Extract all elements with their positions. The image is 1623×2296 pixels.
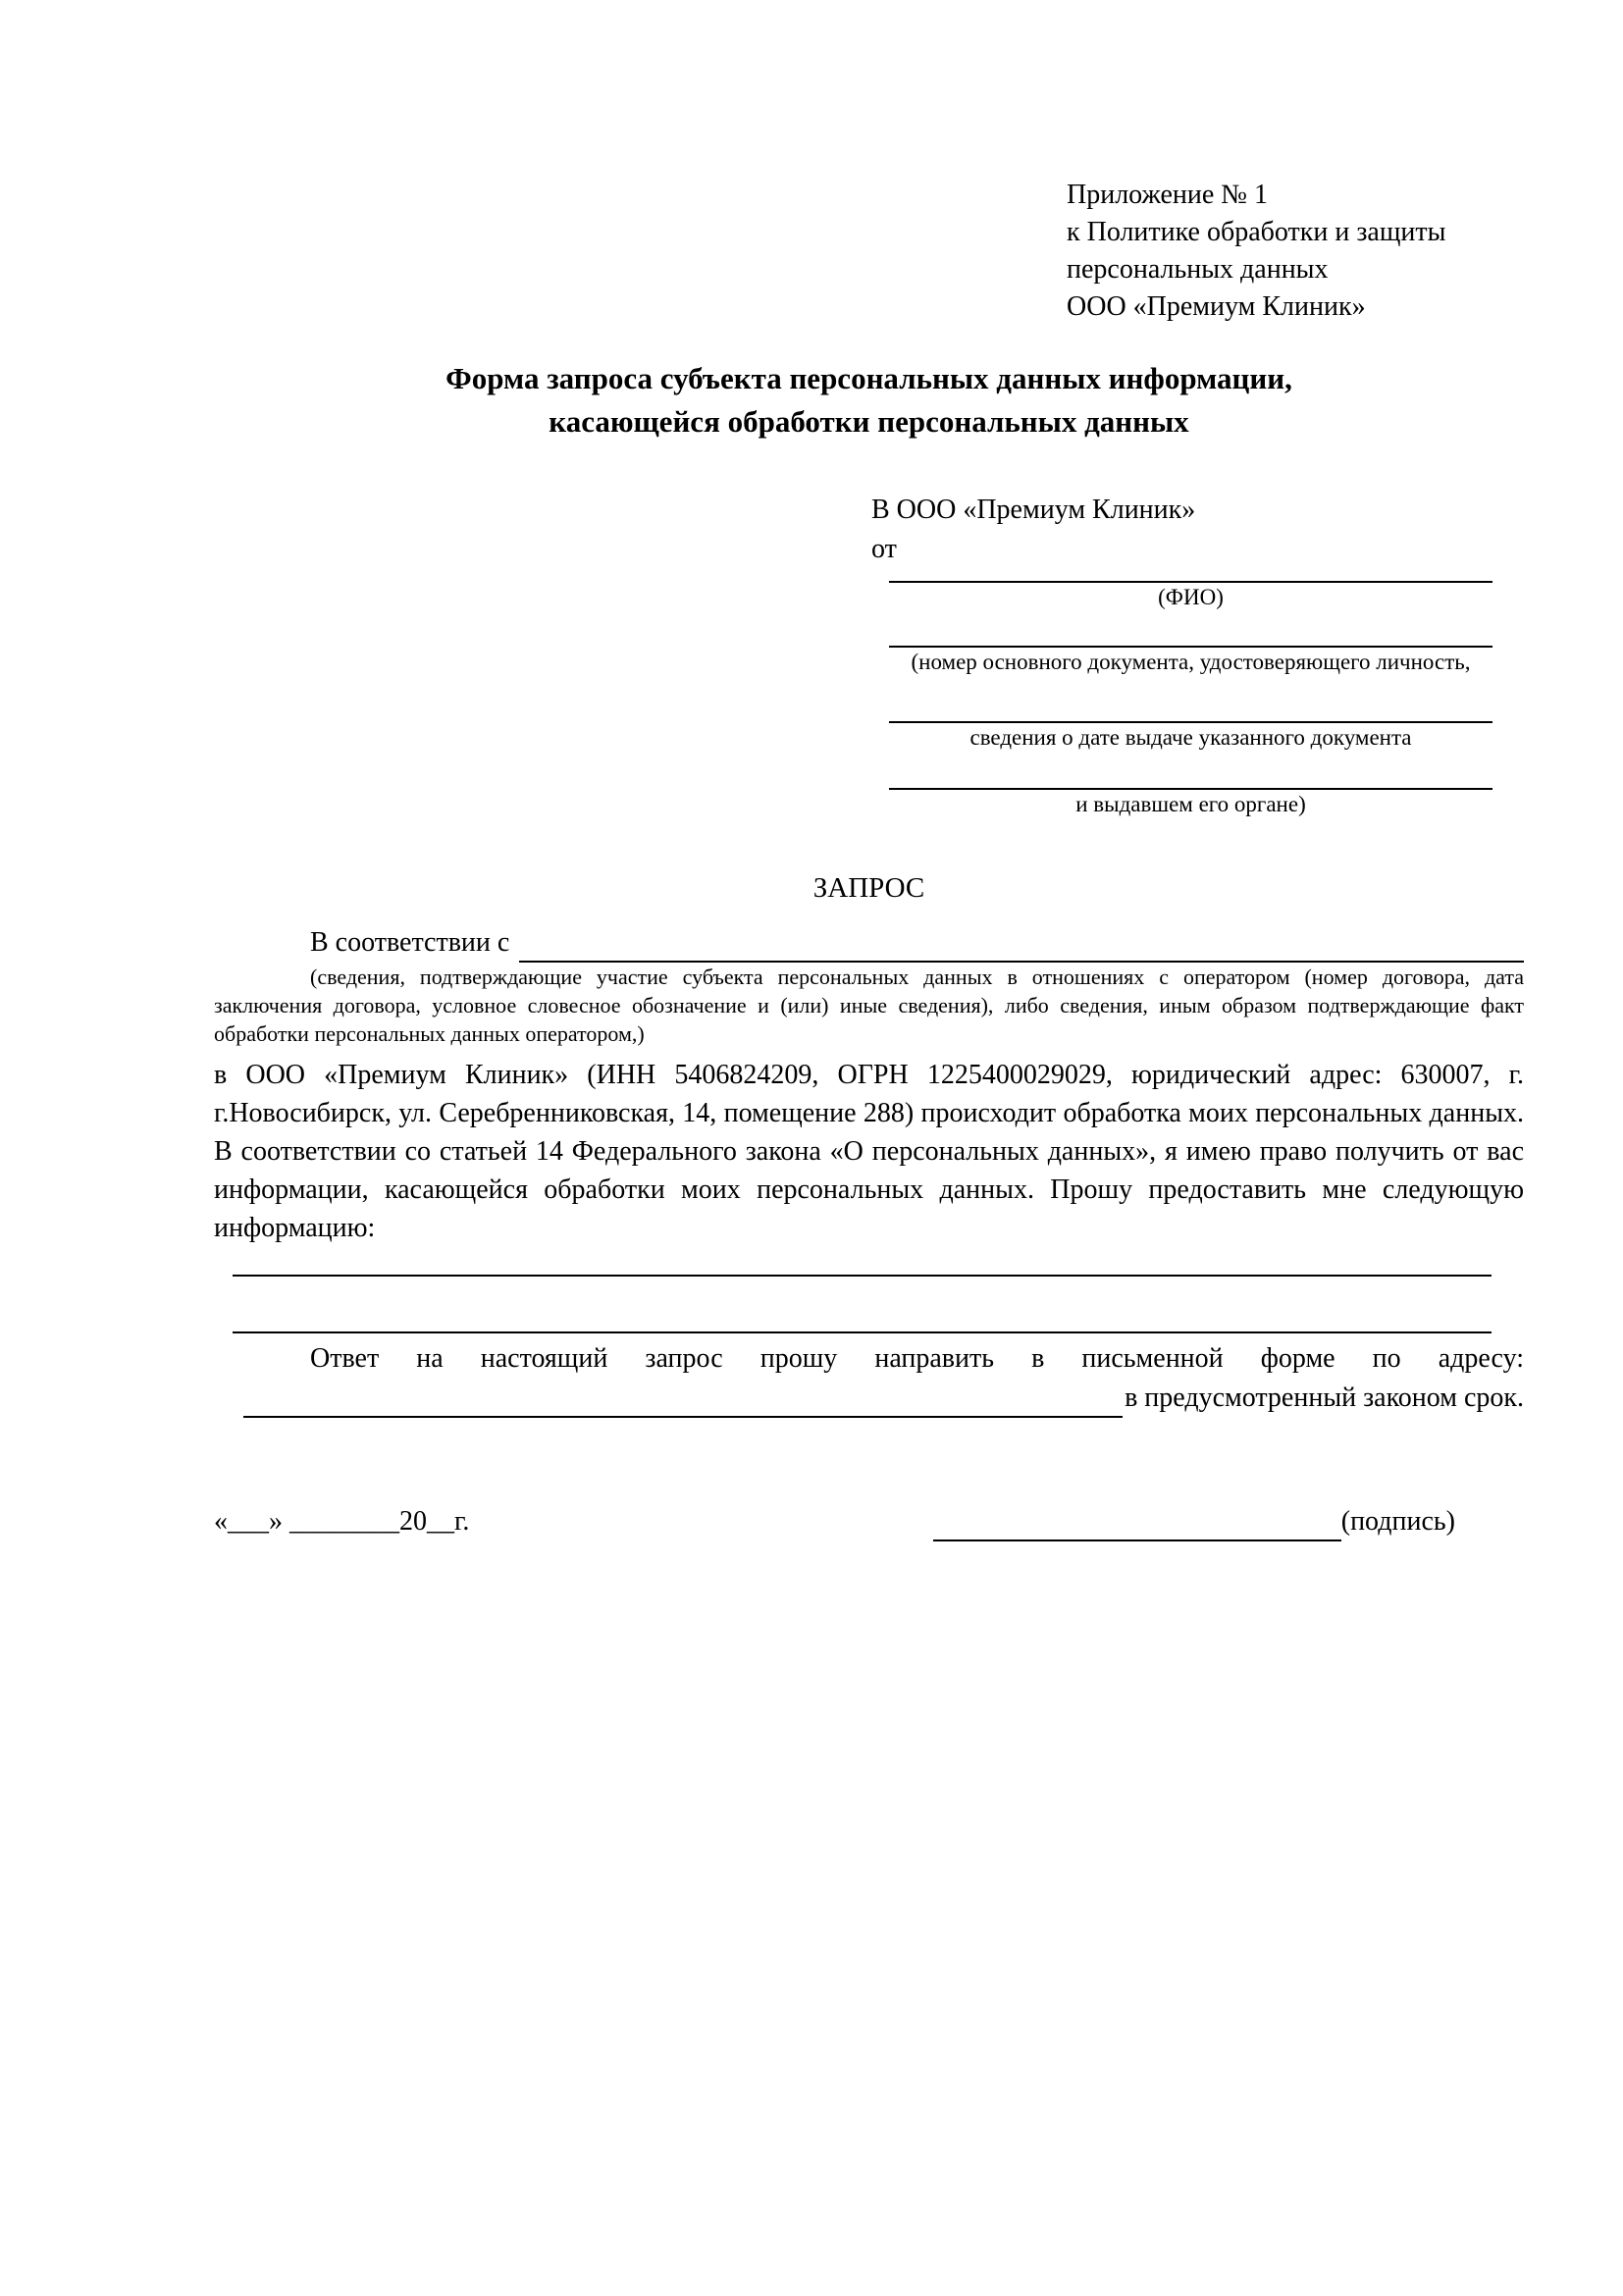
address-blank-line [243,1383,1123,1418]
fio-blank-line [889,569,1492,583]
issue-date-caption: сведения о дате выдаче указанного документа [969,725,1412,750]
appendix-line-1: Приложение № 1 [1067,180,1268,210]
doc-number-caption: (номер основного документа, удостоверяющего личность, [911,650,1471,674]
form-title [214,357,1524,444]
appendix-block [1067,177,1524,326]
signature-blank-line [933,1506,1341,1541]
addressee-to: В ООО «Премиум Клиник» [871,495,1196,525]
form-title-line-1: Форма запроса субъекта персональных данных информации, [445,361,1292,395]
signature-block [933,1502,1455,1541]
appendix-line-2: к Политике обработки и защиты [1067,217,1446,247]
issue-date-blank-line [889,677,1492,723]
basis-row [214,923,1524,963]
request-heading: ЗАПРОС [812,872,925,904]
addressee-from: от [871,534,897,564]
request-body: в ООО «Премиум Клиник» (ИНН 5406824209, ОГРН 1225400029029, юридический адрес: 630007, г. г.Новосибирск, ул. Серебренниковская, 14, помещение 288) происходит обработка моих персональных данных. В соответствии со статьей 14 Федерального закона «О персональных данных», я имею право получить от вас информации, касающейся обработки моих персональных данных. Прошу предоставить мне следующую информацию: [214,1060,1524,1243]
answer-address-row [214,1379,1524,1418]
info-blank-line-1 [233,1247,1492,1277]
appendix-line-4: ООО «Премиум Клиник» [1067,291,1366,322]
info-blank-line-2 [233,1277,1492,1333]
basis-blank-line [519,927,1524,963]
basis-prefix: В соответствии с [310,927,510,958]
issue-authority-blank-line [889,753,1492,790]
answer-intro: Ответ на настоящий запрос прошу направить в письменной форме по адресу: [310,1343,1524,1374]
signature-caption: (подпись) [1340,1506,1455,1537]
doc-number-blank-line [889,612,1492,648]
basis-fine-print: (сведения, подтверждающие участие субъекта персональных данных в отношениях с оператором (номер договора, дата заключения договора, условное словесное обозначение и (или) иные сведения), либо сведения, иным образом подтверждающие факт обработки персональных данных оператором,) [214,965,1524,1046]
fio-caption: (ФИО) [1158,585,1224,609]
appendix-line-3: персональных данных [1067,254,1329,285]
form-title-line-2: касающейся обработки персональных данных [549,404,1189,439]
date-blank: «___» ________20__г. [214,1506,470,1537]
addressee-block [871,491,1524,819]
answer-suffix: в предусмотренный законом срок. [1125,1383,1524,1413]
footer-row [214,1502,1524,1541]
issue-authority-caption: и выдавшем его органе) [1075,792,1306,816]
